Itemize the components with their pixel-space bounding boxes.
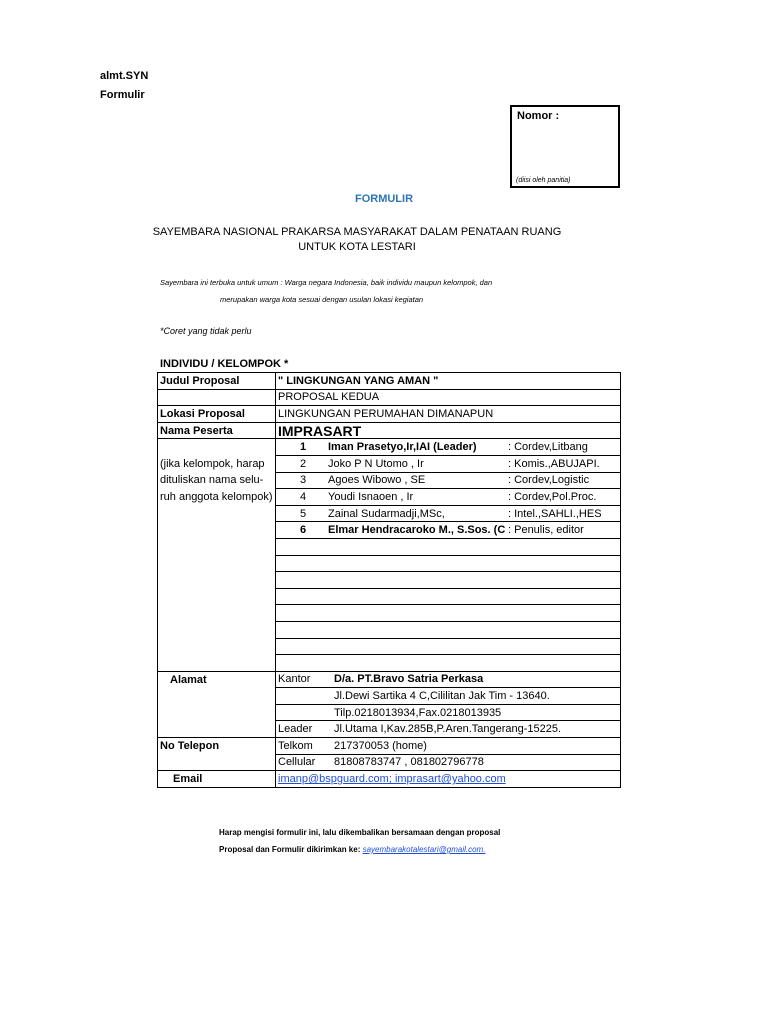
lokasi-label: Lokasi Proposal [158, 406, 276, 423]
footer-line-2-prefix: Proposal dan Formulir dikirimkan ke: [219, 845, 363, 854]
telepon-label: No Telepon [158, 738, 276, 755]
member-row: 1 Iman Prasetyo,Ir,IAI (Leader) : Cordev,Litbang [276, 439, 621, 456]
empty-member-row [276, 621, 621, 638]
form-title: FORMULIR [354, 193, 414, 205]
member-row: 6 Elmar Hendracaroko M., S.Sos. (C : Penulis, editor [276, 522, 621, 539]
email-label: Email [158, 771, 276, 788]
judul-sub: PROPOSAL KEDUA [276, 389, 621, 406]
nama-value: IMPRASART [276, 422, 621, 439]
nama-label: Nama Peserta [158, 422, 276, 439]
kantor-label: Kantor [278, 673, 311, 686]
intro-line-1: Sayembara ini terbuka untuk umum : Warga negara Indonesia, baik individu maupun kelompok, dan [160, 278, 493, 287]
member-row: 2 Joko P N Utomo , Ir : Komis.,ABUJAPI. [276, 455, 621, 472]
kantor-address-1: Jl.Dewi Sartika 4 C,Cililitan Jak Tim - 13640. [334, 690, 550, 703]
nomor-note: (diisi oleh panitia) [516, 177, 571, 184]
leader-value: Jl.Utama I,Kav.285B,P.Aren.Tangerang-15225. [334, 723, 562, 736]
cellular-value: 81808783747 , 081802796778 [334, 756, 484, 769]
nomor-label: Nomor : [517, 110, 560, 122]
member-row: 3 Agoes Wibowo , SE : Cordev,Logistic [276, 472, 621, 489]
empty-member-row [276, 572, 621, 589]
telkom-label: Telkom [278, 739, 313, 752]
empty-member-row [276, 655, 621, 672]
group-note-2: dituliskan nama selu- [158, 472, 276, 489]
alamat-label: Alamat [158, 671, 276, 688]
empty-member-row [276, 538, 621, 555]
group-note-3: ruh anggota kelompok) [158, 489, 276, 506]
email-link[interactable]: imanp@bspguard.com; imprasart@yahoo.com [278, 773, 506, 786]
kantor-value: D/a. PT.Bravo Satria Perkasa [334, 673, 484, 686]
empty-member-row [276, 638, 621, 655]
judul-value: " LINGKUNGAN YANG AMAN " [276, 373, 621, 390]
judul-label: Judul Proposal [158, 373, 276, 390]
empty-member-row [276, 588, 621, 605]
telkom-value: 217370053 (home) [334, 739, 427, 752]
cellular-label: Cellular [278, 756, 316, 769]
group-note-1: (jika kelompok, harap [158, 455, 276, 472]
lokasi-value: LINGKUNGAN PERUMAHAN DIMANAPUN [276, 406, 621, 423]
header-line-2: Formulir [100, 89, 145, 101]
competition-title-line-1: SAYEMBARA NASIONAL PRAKARSA MASYARAKAT DALAM PENATAAN RUANG [152, 226, 562, 238]
competition-title-line-2: UNTUK KOTA LESTARI [298, 241, 416, 253]
footer-line-1: Harap mengisi formulir ini, lalu dikembalikan bersamaan dengan proposal [219, 828, 501, 837]
footer-email-link[interactable]: sayembarakotalestari@gmail.com. [362, 845, 486, 854]
nomor-box [510, 105, 620, 188]
member-row: 4 Youdi Isnaoen , Ir : Cordev,Pol.Proc. [276, 489, 621, 506]
kantor-address-2: Tilp.0218013934,Fax.0218013935 [334, 706, 502, 719]
leader-label: Leader [278, 723, 313, 736]
member-row: 5 Zainal Sudarmadji,MSc, : Intel.,SAHLI.,HES [276, 505, 621, 522]
intro-line-2: merupakan warga kota sesuai dengan usulan lokasi kegiatan [220, 295, 424, 304]
empty-member-row [276, 555, 621, 572]
section-label: INDIVIDU / KELOMPOK * [160, 358, 289, 370]
empty-member-row [276, 605, 621, 622]
header-line-1: almt.SYN [100, 70, 149, 82]
strike-note: *Coret yang tidak perlu [160, 326, 252, 336]
entry-form-table [157, 372, 621, 788]
